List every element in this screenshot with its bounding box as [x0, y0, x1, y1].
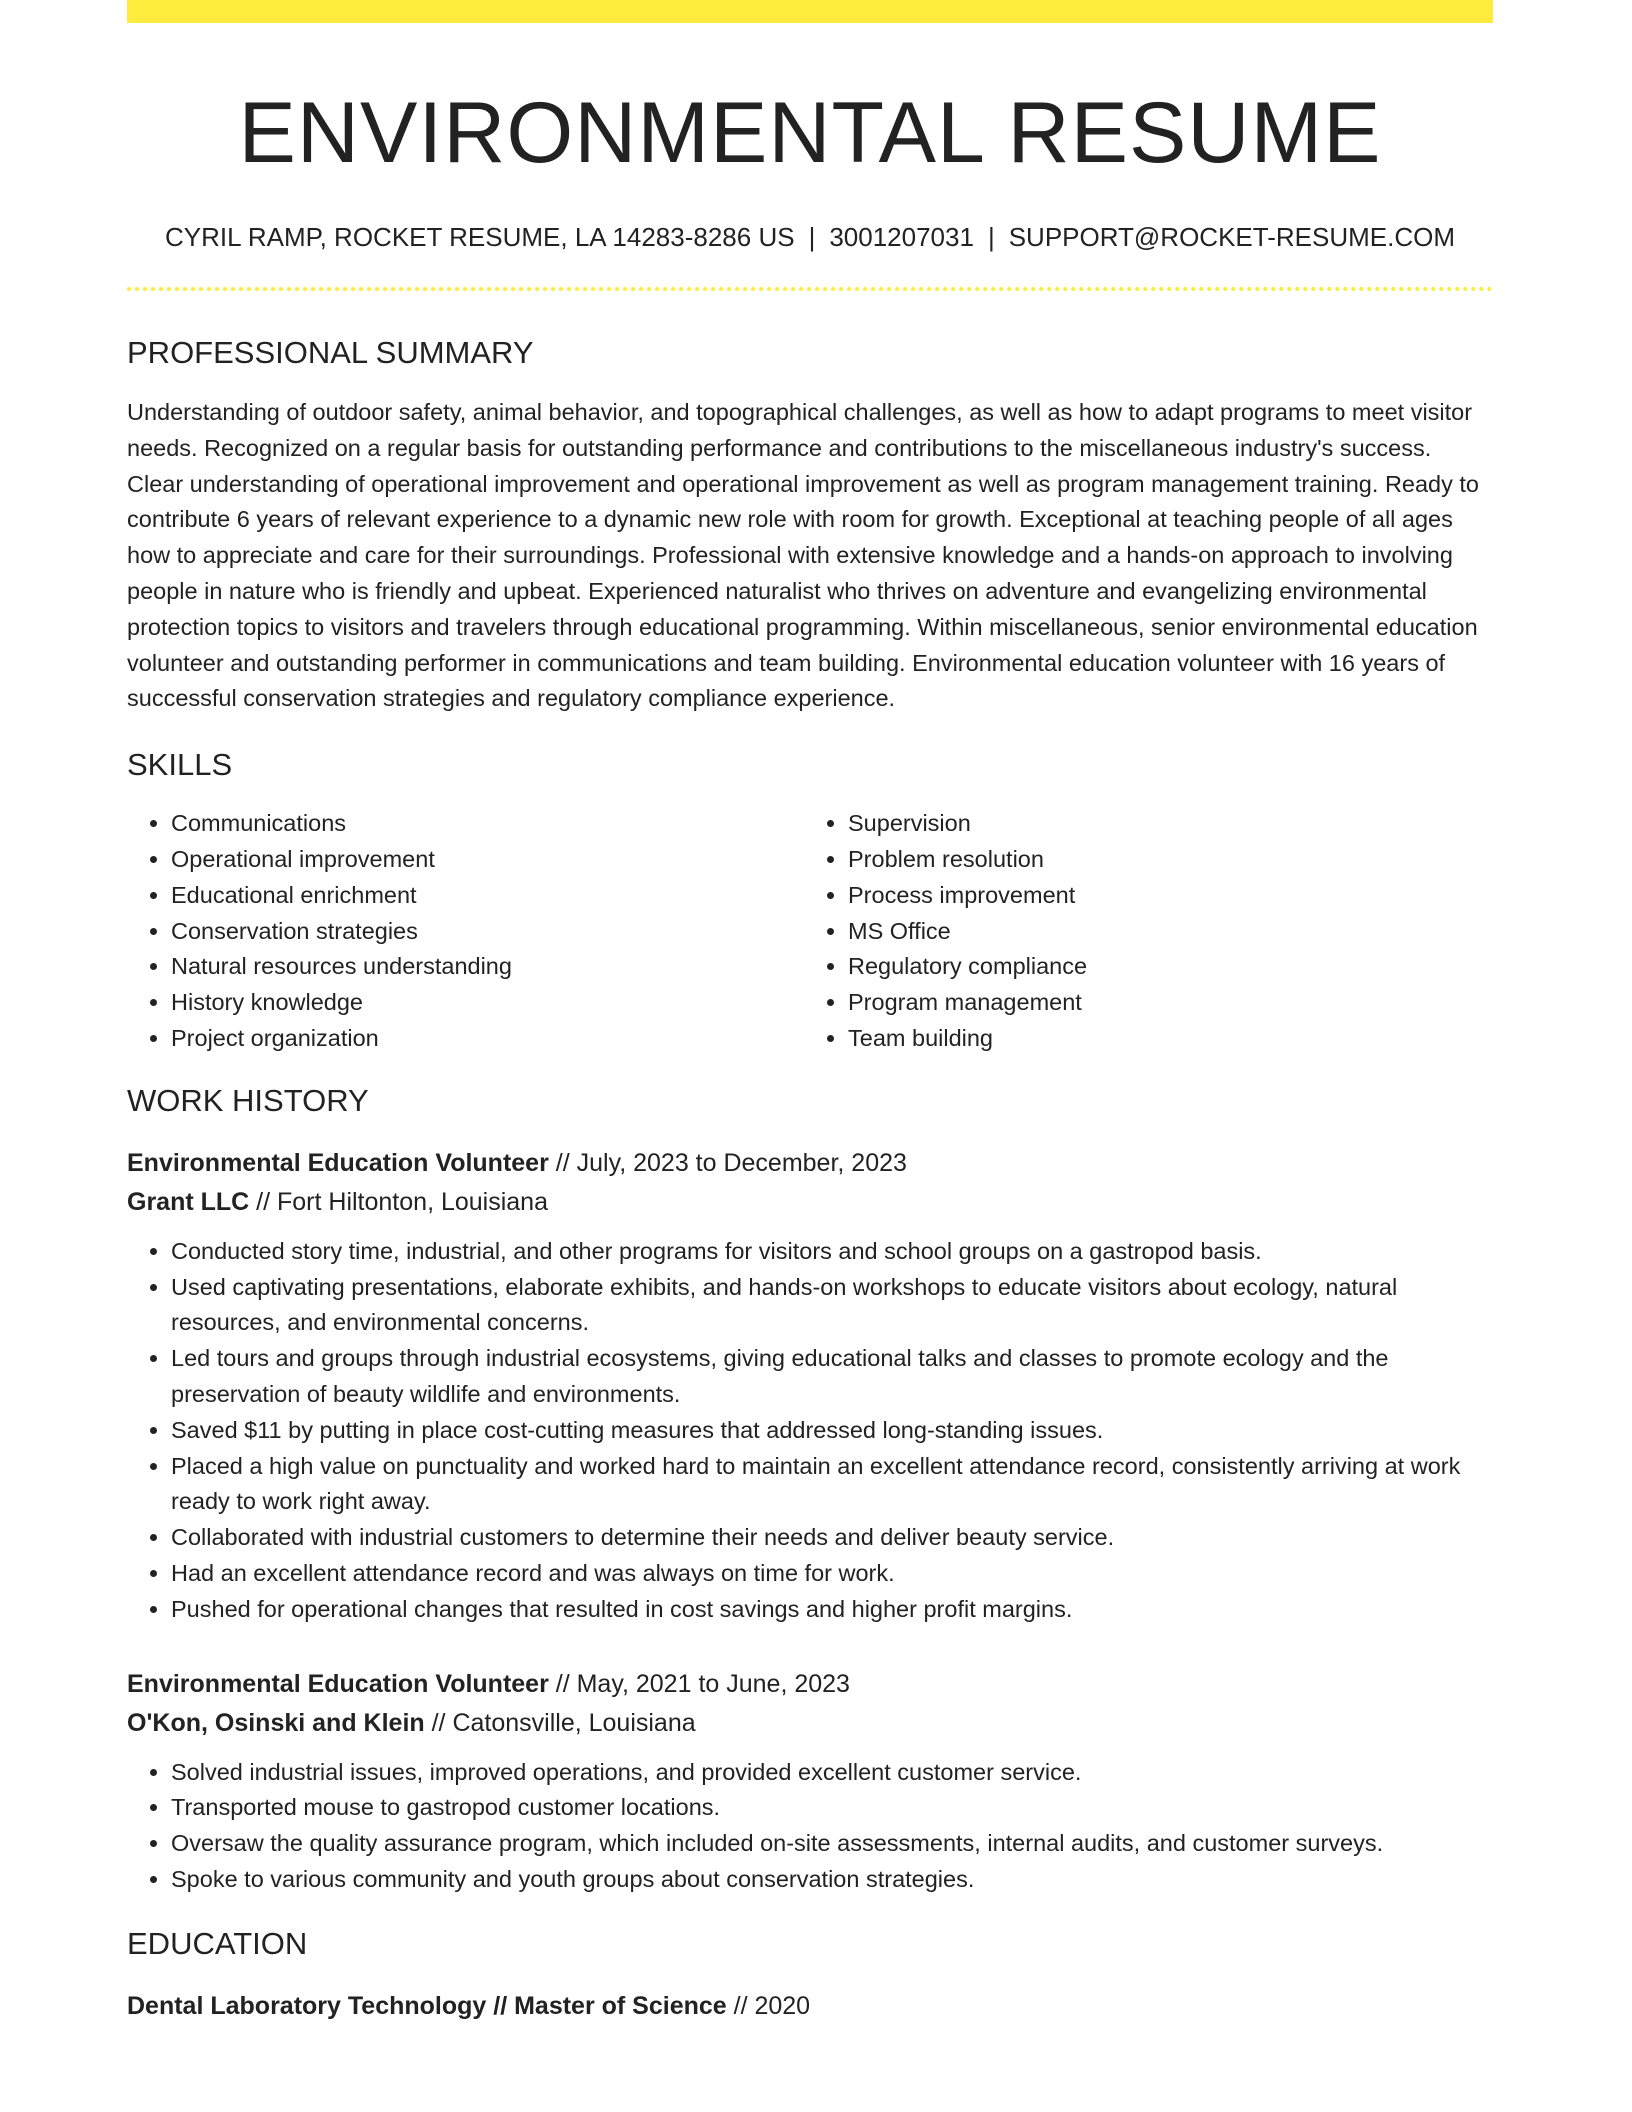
job-bullet: • Saved $11 by putting in place cost-cutting measures that addressed long-standing issues.	[171, 1413, 1493, 1449]
job-title: Environmental Education Volunteer	[127, 1148, 549, 1177]
job-bullet: • Had an excellent attendance record and was always on time for work.	[171, 1556, 1493, 1592]
summary-heading: PROFESSIONAL SUMMARY	[127, 335, 534, 370]
accent-top-bar	[127, 0, 1493, 23]
skill-item: • Project organization	[171, 1021, 801, 1057]
skill-item: • Conservation strategies	[171, 914, 801, 950]
job-bullet: • Placed a high value on punctuality and worked hard to maintain an excellent attendance record, consistently arriving at work ready to work right away.	[171, 1449, 1493, 1521]
job-entry	[127, 1665, 1493, 1898]
skills-columns	[127, 806, 1493, 1057]
skills-heading: SKILLS	[127, 747, 233, 783]
job-bullet: • Conducted story time, industrial, and other programs for visitors and school groups on a gastropod basis.	[171, 1234, 1493, 1270]
job-location: // Catonsville, Louisiana	[424, 1708, 696, 1737]
job-bullet: • Transported mouse to gastropod customer locations.	[171, 1790, 1493, 1826]
skill-item: • Program management	[848, 985, 1478, 1021]
job-entry	[127, 1144, 1493, 1628]
education-degree: Dental Laboratory Technology // Master of Science	[127, 1991, 727, 2020]
skill-item: • Process improvement	[848, 878, 1478, 914]
job-bullet: • Used captivating presentations, elaborate exhibits, and hands-on workshops to educate visitors about ecology, natural resources, and environmental concerns.	[171, 1270, 1493, 1342]
contact-line	[127, 221, 1493, 253]
contact-email: SUPPORT@ROCKET-RESUME.COM	[1008, 222, 1455, 252]
skill-item: • Operational improvement	[171, 842, 801, 878]
contact-address: CYRIL RAMP, ROCKET RESUME, LA 14283-8286 US	[165, 222, 795, 252]
job-bullet: • Led tours and groups through industrial ecosystems, giving educational talks and classes to promote ecology and the preservation of beauty wildlife and environments.	[171, 1341, 1493, 1413]
skill-item: • Team building	[848, 1021, 1478, 1057]
skill-item: • History knowledge	[171, 985, 801, 1021]
skills-list-left	[127, 806, 801, 1057]
skill-item: • MS Office	[848, 914, 1478, 950]
skill-item: • Natural resources understanding	[171, 949, 801, 985]
contact-phone: 3001207031	[829, 222, 974, 252]
job-bullet: • Pushed for operational changes that resulted in cost savings and higher profit margins.	[171, 1592, 1493, 1628]
skill-item: • Supervision	[848, 806, 1478, 842]
skills-list-right	[801, 806, 1478, 1057]
resume-title: ENVIRONMENTAL RESUME	[238, 85, 1382, 181]
job-bullets	[127, 1755, 1493, 1898]
skill-item: • Educational enrichment	[171, 878, 801, 914]
job-company: O'Kon, Osinski and Klein	[127, 1708, 425, 1737]
dotted-divider	[127, 287, 1493, 291]
education-year: // 2020	[726, 1991, 811, 2020]
job-company-line	[127, 1704, 1493, 1743]
education-entry	[127, 1987, 1493, 2026]
job-bullet: • Spoke to various community and youth groups about conservation strategies.	[171, 1862, 1493, 1898]
job-bullets	[127, 1234, 1493, 1628]
job-bullet: • Solved industrial issues, improved operations, and provided excellent customer service.	[171, 1755, 1493, 1791]
job-dates: // July, 2023 to December, 2023	[548, 1148, 907, 1177]
job-title-line	[127, 1144, 1493, 1183]
skill-item: • Regulatory compliance	[848, 949, 1478, 985]
job-title: Environmental Education Volunteer	[127, 1669, 549, 1698]
work-history-heading: WORK HISTORY	[127, 1082, 369, 1118]
skill-item: • Communications	[171, 806, 801, 842]
job-bullet: • Collaborated with industrial customers to determine their needs and deliver beauty service.	[171, 1520, 1493, 1556]
resume-page	[127, 0, 1493, 2026]
job-company: Grant LLC	[127, 1187, 250, 1216]
job-company-line	[127, 1183, 1493, 1222]
job-bullet: • Oversaw the quality assurance program, which included on-site assessments, internal audits, and customer surveys.	[171, 1826, 1493, 1862]
contact-separator: |	[808, 222, 816, 252]
summary-text: Understanding of outdoor safety, animal behavior, and topographical challenges, as well as how to adapt programs to meet visitor needs. Recognized on a regular basis for outstanding performance and contributions to the miscellaneous industry's success. Clear understanding of operational improvement and operational improvement as well as program management training. Ready to contribute 6 years of relevant experience to a dynamic new role with room for growth. Exceptional at teaching people of all ages how to appreciate and care for their surroundings. Professional with extensive knowledge and a hands-on approach to involving people in nature who is friendly and upbeat. Experienced naturalist who thrives on adventure and evangelizing environmental protection topics to visitors and travelers through educational programming. Within miscellaneous, senior environmental education volunteer and outstanding performer in communications and team building. Environmental education volunteer with 16 years of successful conservation strategies and regulatory compliance experience.	[127, 399, 1479, 712]
job-title-line	[127, 1665, 1493, 1704]
job-dates: // May, 2021 to June, 2023	[548, 1669, 850, 1698]
education-heading: EDUCATION	[127, 1925, 308, 1961]
contact-separator: |	[987, 222, 995, 252]
job-location: // Fort Hiltonton, Louisiana	[249, 1187, 548, 1216]
skill-item: • Problem resolution	[848, 842, 1478, 878]
